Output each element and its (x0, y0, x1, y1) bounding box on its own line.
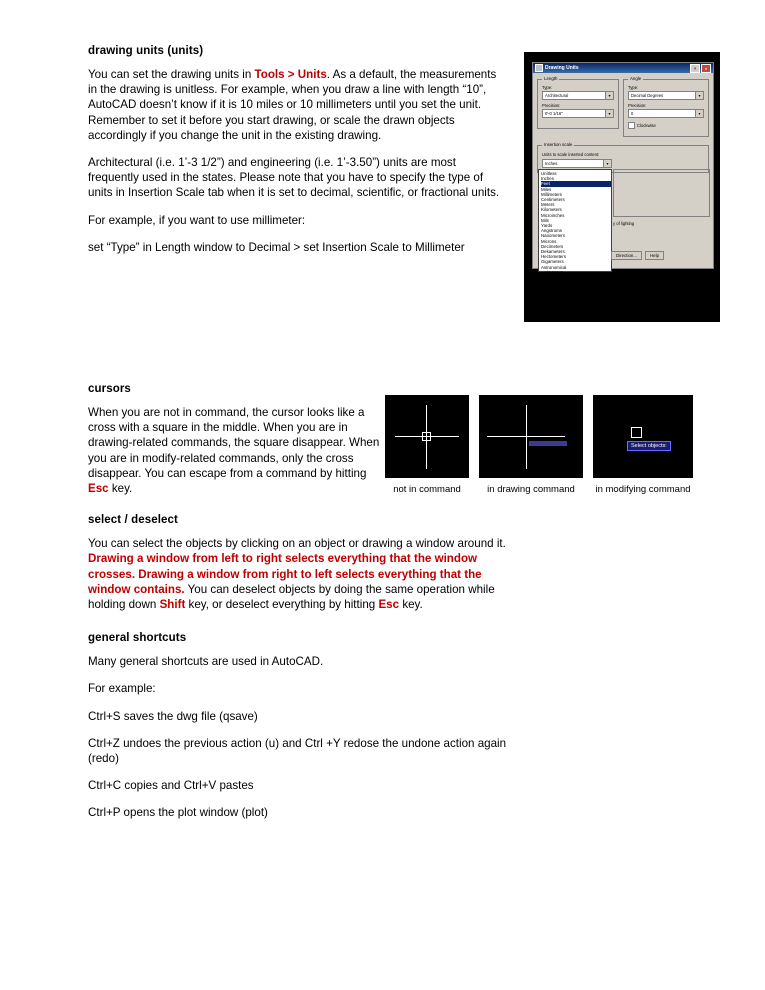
list-item[interactable]: Decimeters (541, 243, 564, 249)
chevron-down-icon[interactable]: ▾ (695, 92, 703, 99)
chevron-down-icon[interactable]: ▾ (605, 92, 613, 99)
select-p-part-c: key, or deselect everything by hitting (185, 598, 379, 612)
units-paragraph-3-line1: For example, if you want to use millimeter: (88, 213, 306, 227)
units-text-column (88, 67, 508, 255)
dialog-title-buttons (690, 64, 711, 73)
chevron-down-icon[interactable]: ▾ (695, 110, 703, 117)
section-drawing-units (88, 45, 708, 281)
list-item[interactable]: Meters (541, 202, 555, 208)
shift-key-callout: Shift (159, 598, 186, 612)
angle-type-label: Type: (628, 85, 639, 90)
units-p1-part-a: You can set the drawing units in (88, 68, 255, 81)
cad-canvas (479, 395, 583, 478)
length-group (537, 76, 619, 129)
select-p-part-d: key. (399, 598, 423, 612)
select-paragraph (88, 536, 508, 612)
esc-key-callout: Esc (378, 598, 400, 612)
insertion-scale-dropdown-list[interactable] (538, 169, 612, 281)
shortcuts-heading: general shortcuts (88, 632, 187, 645)
shortcut-undo-redo: Ctrl+Z undoes the previous action (u) and Ctrl +Y redose the undone action again (redo) (88, 736, 507, 766)
dialog-help-button[interactable]: Help (645, 251, 664, 260)
length-type-select[interactable] (542, 91, 614, 100)
dialog-button-row (611, 251, 664, 260)
cursor-shot-not-in-command (385, 395, 469, 495)
angle-precision-value: 0 (631, 111, 634, 116)
cursors-paragraph (88, 405, 388, 496)
sample-output-preview (613, 169, 710, 217)
list-item[interactable]: Miles (541, 186, 552, 192)
insertion-scale-note: Units to scale inserted content: (542, 152, 600, 157)
length-group-label: Length (544, 76, 558, 81)
section-select-deselect (88, 514, 698, 612)
cad-canvas (385, 395, 469, 478)
pickbox-square (631, 427, 642, 438)
insertion-scale-label: Insertion scale (544, 142, 573, 147)
clockwise-label: Clockwise (637, 123, 656, 128)
units-p1-part-b: . As a default, the measurements in the drawing is unitless. For example, when you draw a line with length “10”, AutoCAD doesn’t know if it is 10 miles or 10 millimeters until you set the unit. Remember to set it before you start drawing, or scale the drawn objects accordingly if you change the unit in the existing drawing. (88, 68, 497, 142)
angle-group (623, 76, 709, 137)
cursors-p-part-a: When you are not in command, the cursor looks like a cross with a square in the middle. When you are in drawing-related commands, the square disappear. When you are in modify-related commands, only the cross disappear. You can escape from a command by hitting (88, 406, 380, 480)
cad-canvas (593, 395, 693, 478)
drawing-units-screenshot (524, 52, 720, 322)
cursors-heading: cursors (88, 383, 131, 396)
direction-button[interactable]: Direction... (611, 251, 642, 260)
section-cursors (88, 383, 698, 496)
dialog-body (533, 73, 713, 281)
list-item[interactable]: Astronomical (541, 264, 567, 270)
tools-units-link[interactable]: Tools > Units (254, 68, 327, 81)
cursor-shot-in-drawing-command (479, 395, 583, 495)
length-precision-value: 0'-0 1/16" (545, 111, 563, 116)
shortcut-save: Ctrl+S saves the dwg file (qsave) (88, 709, 258, 723)
list-item[interactable]: Centimeters (541, 197, 565, 203)
clockwise-checkbox[interactable] (628, 122, 635, 129)
list-item[interactable]: Yards (541, 223, 553, 229)
cursor-caption: in modifying command (595, 484, 691, 496)
units-paragraph-2: Architectural (i.e. 1’-3 1/2”) and engineering (i.e. 1’-3.50”) units are most frequently used in the states. Please note that you have to specify the type of units in Insertion Scale tab when it is set to decimal, scientific, or fractional units. (88, 156, 500, 200)
insertion-scale-select[interactable] (542, 159, 612, 168)
length-precision-label: Precision: (542, 103, 561, 108)
shortcuts-example-label: For example: (88, 682, 156, 696)
shortcuts-paragraph-1: Many general shortcuts are used in AutoCAD. (88, 655, 324, 669)
cursor-caption: not in command (393, 484, 461, 496)
list-item[interactable]: Light Years (541, 269, 563, 275)
list-item[interactable]: Inches (541, 176, 554, 182)
dialog-title: Drawing Units (545, 65, 579, 71)
help-button-icon[interactable]: ? (690, 64, 700, 73)
list-item[interactable]: Gigameters (541, 259, 564, 265)
angle-type-select[interactable] (628, 91, 704, 100)
chevron-down-icon[interactable]: ▾ (605, 110, 613, 117)
list-item[interactable]: Mils (541, 217, 549, 223)
chevron-down-icon[interactable]: ▾ (603, 160, 611, 167)
select-p-part-b: You can deselect objects by doing the same operation while holding down (88, 582, 495, 612)
drawing-units-dialog (532, 62, 714, 281)
units-paragraph-3-line2: set “Type” in Length window to Decimal > set Insertion Scale to Millimeter (88, 240, 465, 254)
select-objects-tooltip: Select objects: (627, 441, 671, 451)
list-item[interactable]: Microinches (541, 212, 565, 218)
lighting-note: y of lighting (613, 221, 635, 226)
units-heading: drawing units (units) (88, 45, 204, 57)
select-heading: select / deselect (88, 514, 178, 527)
esc-key-callout: Esc (88, 482, 109, 496)
cursor-screenshots (385, 395, 693, 495)
document-content (88, 45, 708, 833)
select-window-rule: Drawing a window from left to right selects everything that the window crosses. Drawing a window from right to left selects everything that the window contains. (88, 552, 482, 596)
insertion-scale-value: Inches (545, 161, 558, 166)
list-item[interactable]: Millimeters (541, 191, 562, 197)
length-type-label: Type: (542, 85, 553, 90)
length-precision-select[interactable] (542, 109, 614, 118)
angle-type-value: Decimal Degrees (631, 93, 664, 98)
list-item[interactable]: Kilometers (541, 207, 562, 213)
command-prompt-bar (529, 441, 567, 446)
crosshair-vertical (526, 405, 527, 469)
section-general-shortcuts (88, 632, 698, 820)
cursor-caption: in drawing command (487, 484, 575, 496)
list-item[interactable]: Feet (541, 181, 611, 186)
cursor-shot-in-modifying-command (593, 395, 693, 495)
list-item[interactable]: Dekameters (541, 249, 565, 255)
close-icon[interactable]: × (701, 64, 711, 73)
units-paragraph-1 (88, 67, 508, 143)
dialog-app-icon (535, 64, 543, 72)
list-item[interactable]: Parsecs (541, 275, 557, 281)
cursors-p-part-b: key. (108, 482, 133, 496)
shortcut-copy-paste: Ctrl+C copies and Ctrl+V pastes (88, 779, 254, 793)
list-item[interactable]: Unitless (541, 171, 557, 176)
list-item[interactable]: Microns (541, 238, 557, 244)
pickbox-square (422, 432, 431, 441)
clockwise-checkbox-row[interactable] (628, 122, 704, 129)
select-p-part-a: You can select the objects by clicking on an object or drawing a window around it. (88, 537, 506, 551)
angle-group-label: Angle (630, 76, 642, 81)
angle-precision-label: Precision: (628, 103, 647, 108)
list-item[interactable]: Nanometers (541, 233, 565, 239)
list-item[interactable]: Hectometers (541, 254, 566, 260)
dialog-titlebar (533, 63, 713, 73)
list-item[interactable]: Angstroms (541, 228, 562, 234)
angle-precision-select[interactable] (628, 109, 704, 118)
length-type-value: Architectural (545, 93, 569, 98)
shortcut-plot: Ctrl+P opens the plot window (plot) (88, 806, 268, 820)
